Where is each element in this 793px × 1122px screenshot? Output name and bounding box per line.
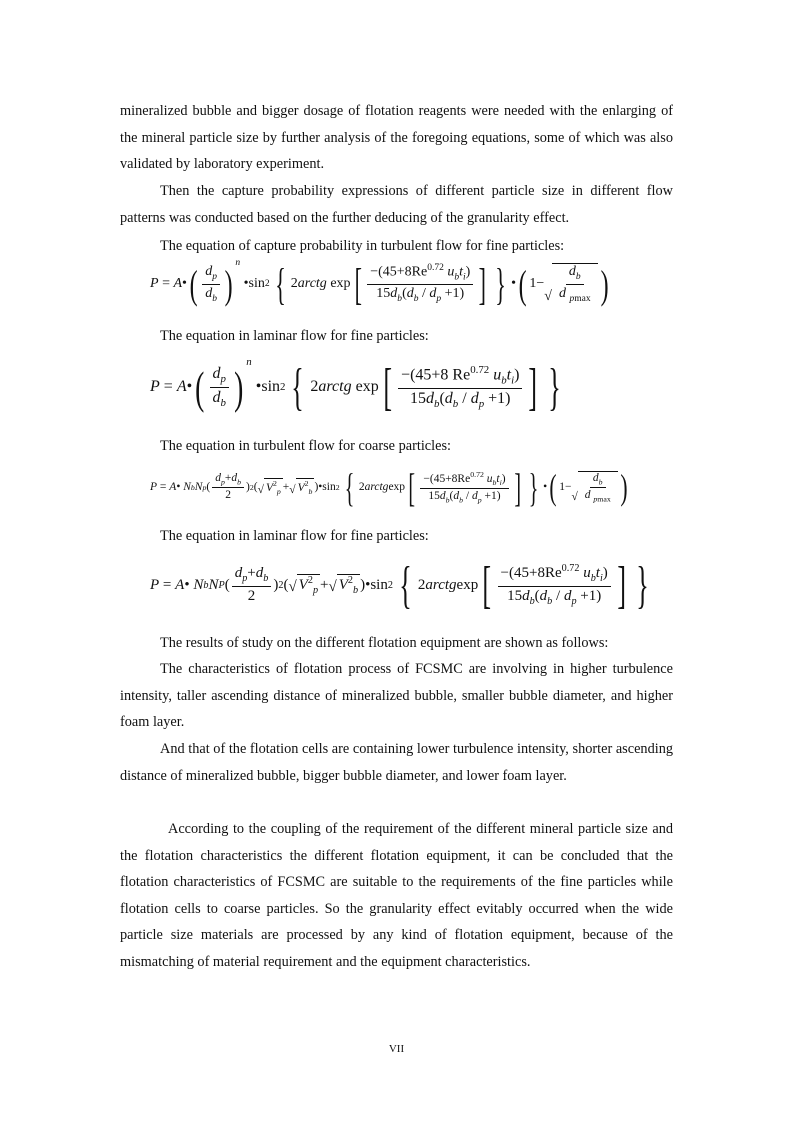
- equation-3: P = A • N b N p ( $\frac{d_p+d_b}{2}$ ) 2 ( √ $V^2_p$ + √ $V^2_b$ )•sin 2 { 2 arctg exp [ $\frac{-(45+8Re^{0.72} u_bt_i)}{15d_b(d_b / d_p +1)}$ ] } • ( 1− √ $\frac{d_b}{d _{pmax}}$ ): [150, 464, 628, 510]
- equation-label-2: The equation in laminar flow for fine particles:: [160, 328, 429, 344]
- paragraph-2: Then the capture probability expressions of different particle size in different flow patterns was conducted based on the further deducing of the granularity effect.: [120, 183, 673, 226]
- equation-2: P = A • ( $\frac{d_p}{d_b}$ ) $^n$ •sin 2 { 2 arctg exp [ $\frac{-(45+8 Re^{0.72} u_bt_i)}{15d_b(d_b / d_p +1)}$ ] }: [150, 356, 561, 416]
- equation-label-4: The equation in laminar flow for fine particles:: [160, 528, 429, 544]
- equation-1: P = A • ( $\frac{d_p}{d_b}$ ) $^n$ •sin 2 { 2 arctg exp [ $\frac{-(45+8Re^{0.72} u_bt_i)}{15d_b(d_b / d_p +1)}$ ] } • ( 1− √ $\frac{d_b}{d _{pmax}}$ ): [150, 258, 609, 309]
- paragraph-6: According to the coupling of the requirement of the different mineral particle size and the flotation characteristics the different flotation equipment, it can be concluded that the flotation characteristics of FCSMC are suitable to the requirements of the fine particles while flotation cells to coarse particles. So the granularity effect evitably occurred when the wide particle size materials are processed by any kind of flotation equipment, because of the mismatching of material requirement and the equipment characteristics.: [120, 821, 673, 970]
- equation-4: P = A • N b N P ( $\frac{d_p+d_b}{2}$ ) 2 ( √ $V^2_p$ + √ $V^2_b$ )•sin 2 { 2 arctg exp [ $\frac{-(45+8Re^{0.72} u_bt_i)}{15d_b(d_b / d_p +1)}$ ] }: [150, 556, 649, 614]
- paragraph-1: mineralized bubble and bigger dosage of flotation reagents were needed with the enlarging of the mineral particle size by further analysis of the foregoing equations, some of which was also validated by laboratory experiment.: [120, 103, 673, 172]
- paragraph-5: And that of the flotation cells are containing lower turbulence intensity, shorter ascending distance of mineralized bubble, bigger bubble diameter, and lower foam layer.: [120, 741, 673, 784]
- paragraph-3: The results of study on the different flotation equipment are shown as follows:: [160, 635, 609, 651]
- paragraph-4: The characteristics of flotation process of FCSMC are involving in higher turbulence intensity, taller ascending distance of mineralized bubble, smaller bubble diameter, and higher foam layer.: [120, 661, 673, 730]
- page-number: VII: [388, 1043, 405, 1055]
- equation-label-1: The equation of capture probability in turbulent flow for fine particles:: [160, 238, 565, 254]
- equation-label-3: The equation in turbulent flow for coarse particles:: [160, 438, 451, 454]
